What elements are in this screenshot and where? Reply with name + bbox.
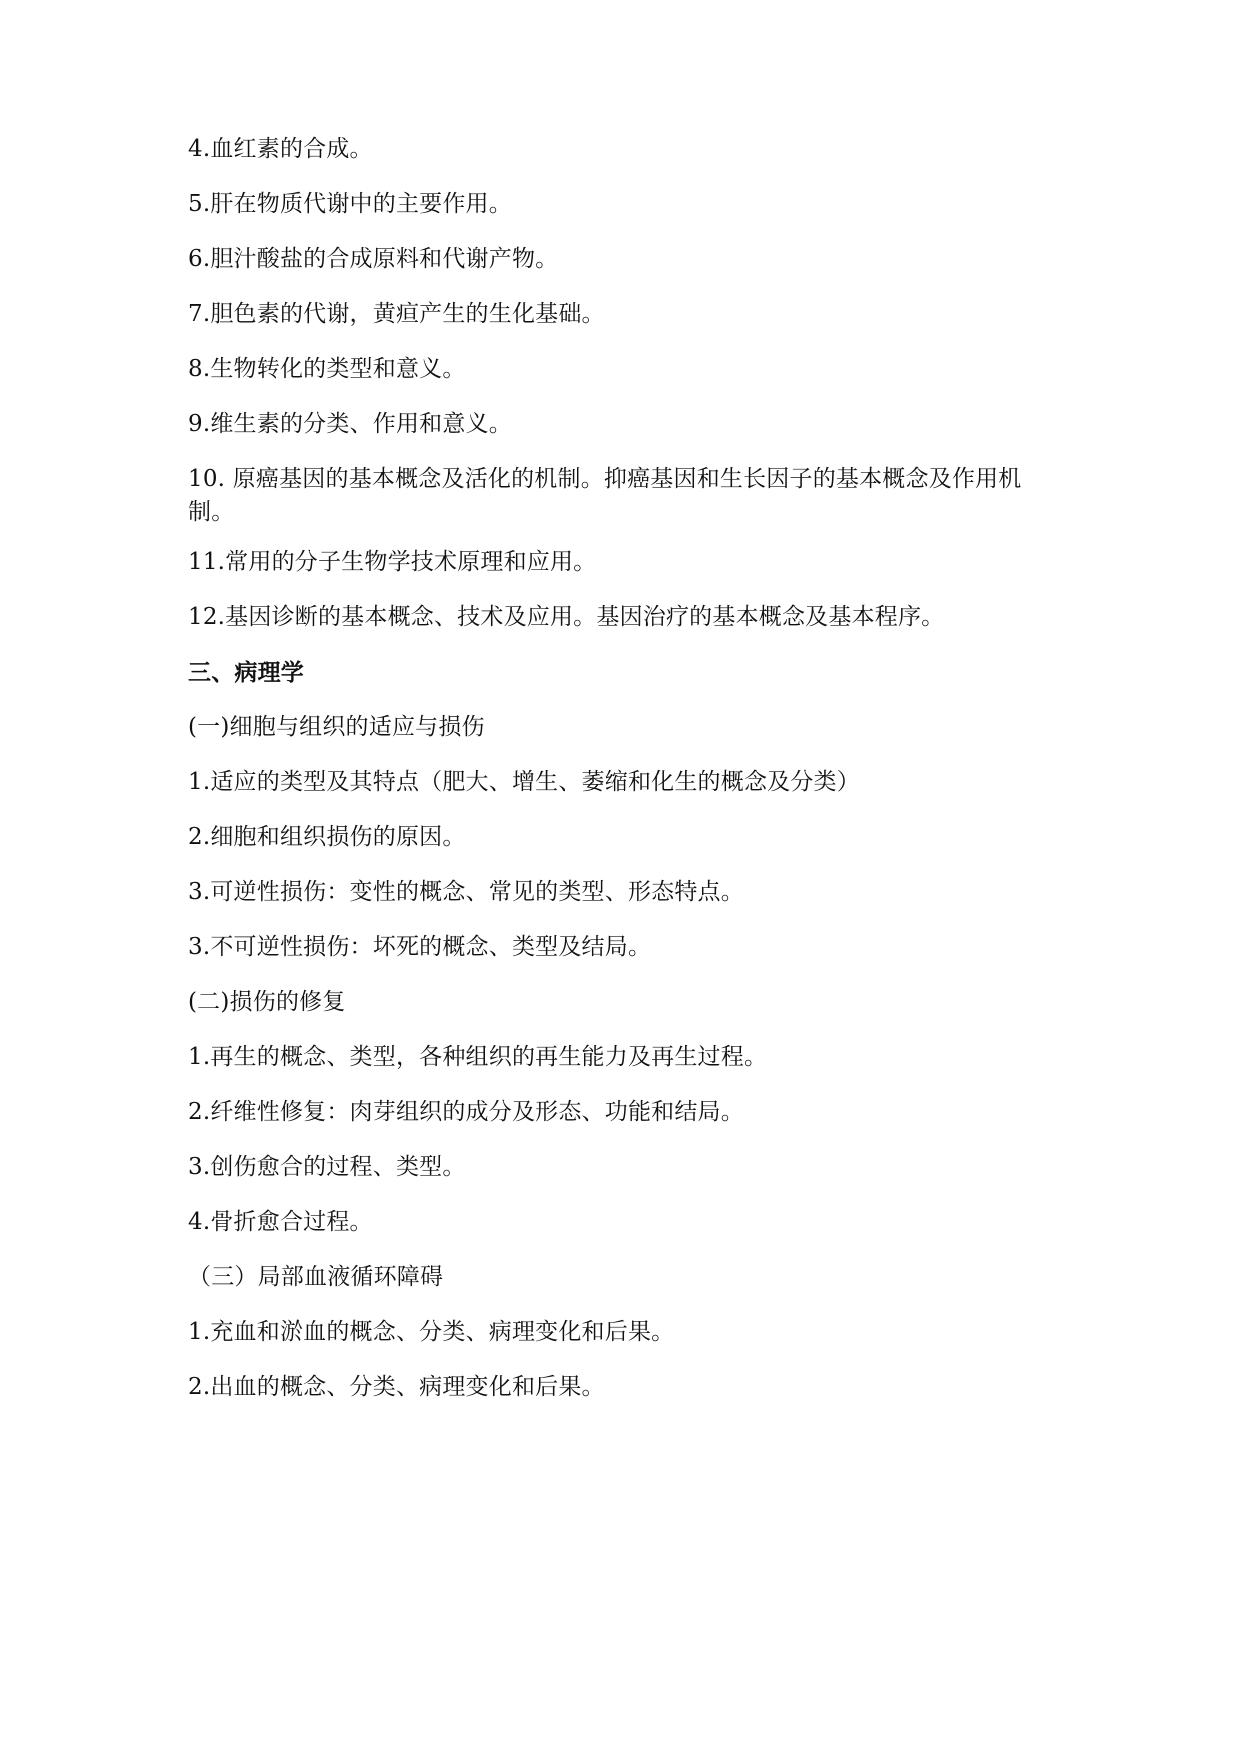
line-15: 2.纤维性修复：肉芽组织的成分及形态、功能和结局。 (188, 1099, 744, 1125)
line-14: 1.再生的概念、类型，各种组织的再生能力及再生过程。 (188, 1044, 768, 1070)
section-heading-pathology: 三、病理学 (188, 659, 304, 686)
line-11: 2.细胞和组织损伤的原因。 (188, 824, 466, 850)
line-19: 2.出血的概念、分类、病理变化和后果。 (188, 1374, 605, 1400)
subheading-3: （三）局部血液循环障碍 (188, 1264, 444, 1290)
line-12: 3.可逆性损伤：变性的概念、常见的类型、形态特点。 (188, 879, 744, 905)
line-10: 1.适应的类型及其特点（肥大、增生、萎缩和化生的概念及分类） (188, 769, 860, 795)
line-5: 8.生物转化的类型和意义。 (188, 356, 466, 382)
line-9: 12.基因诊断的基本概念、技术及应用。基因治疗的基本概念及基本程序。 (188, 604, 945, 630)
line-13: 3.不可逆性损伤：坏死的概念、类型及结局。 (188, 934, 652, 960)
line-17: 4.骨折愈合过程。 (188, 1209, 373, 1235)
subheading-1: (一)细胞与组织的适应与损伤 (188, 714, 485, 740)
line-4: 7.胆色素的代谢，黄疸产生的生化基础。 (188, 301, 605, 327)
line-1: 4.血红素的合成。 (188, 136, 373, 162)
line-7-wrapped: 10. 原癌基因的基本概念及活化的机制。抑癌基因和生长因子的基本概念及作用机制。 (188, 466, 1022, 525)
subheading-2: (二)损伤的修复 (188, 989, 346, 1015)
line-2: 5.肝在物质代谢中的主要作用。 (188, 191, 512, 217)
line-16: 3.创伤愈合的过程、类型。 (188, 1154, 466, 1180)
line-6: 9.维生素的分类、作用和意义。 (188, 411, 512, 437)
line-8: 11.常用的分子生物学技术原理和应用。 (188, 549, 597, 575)
line-3: 6.胆汁酸盐的合成原料和代谢产物。 (188, 246, 559, 272)
line-18: 1.充血和淤血的概念、分类、病理变化和后果。 (188, 1319, 675, 1345)
